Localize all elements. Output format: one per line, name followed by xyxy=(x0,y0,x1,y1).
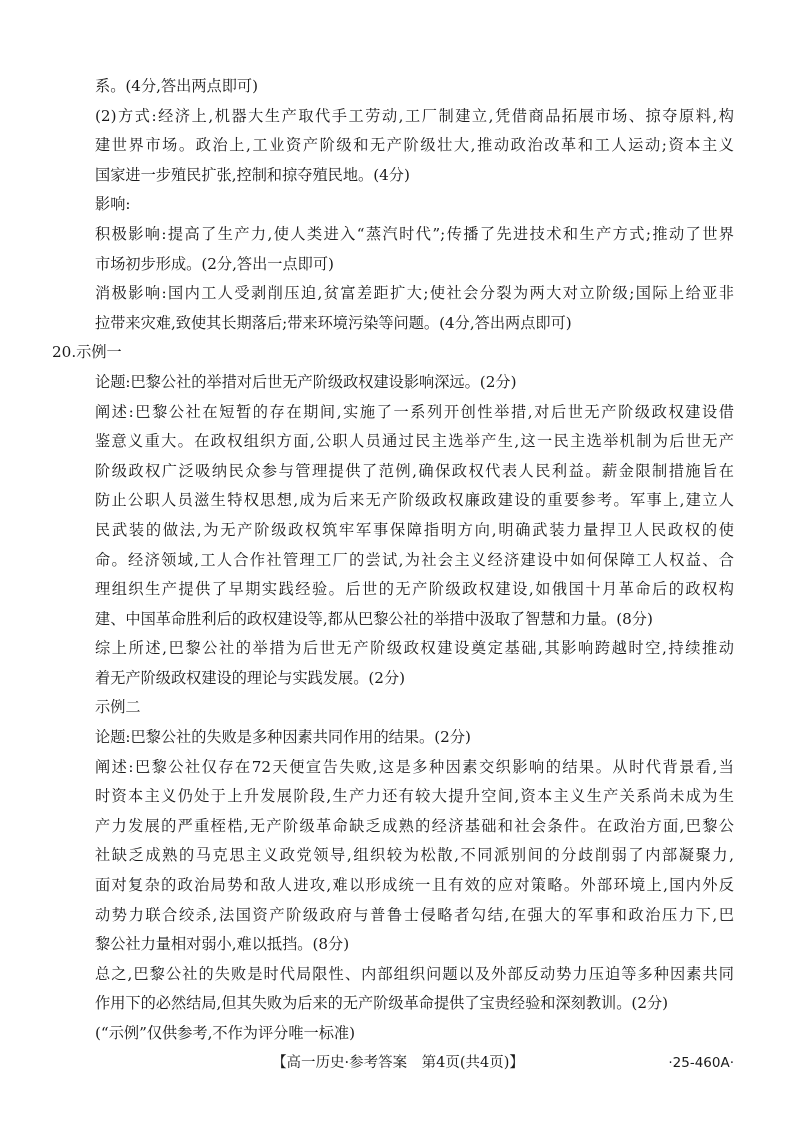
question-number-line: 20.示例一 xyxy=(52,343,122,362)
text-line: 动势力联合绞杀,法国资产阶级政府与普鲁士侵略者勾结,在强大的军事和政治压力下,巴 xyxy=(95,905,734,924)
text-line: 总之,巴黎公社的失败是时代局限性、内部组织问题以及外部反动势力压迫等多种因素共同 xyxy=(95,964,734,983)
text-line: 影响: xyxy=(95,195,131,214)
text-line: 阐述:巴黎公社仅存在72天便宣告失败,这是多种因素交织影响的结果。从时代背景看,当 xyxy=(95,757,734,776)
text-line: 面对复杂的政治局势和敌人进攻,难以形成统一且有效的应对策略。外部环境上,国内外反 xyxy=(95,876,734,895)
example-heading: 示例二 xyxy=(95,698,141,717)
text-line: 论题:巴黎公社的举措对后世无产阶级政权建设影响深远。(2分) xyxy=(95,372,517,391)
page-footer xyxy=(0,1052,800,1074)
text-line: 阐述:巴黎公社在短暂的存在期间,实施了一系列开创性举措,对后世无产阶级政权建设借 xyxy=(95,402,734,421)
text-line: 建世界市场。政治上,工业资产阶级和无产阶级壮大,推动政治改革和工人运动;资本主义 xyxy=(95,136,734,155)
text-line: 民武装的做法,为无产阶级政权筑牢军事保障指明方向,明确武装力量捍卫人民政权的使 xyxy=(95,520,734,539)
text-line: 拉带来灾难,致使其长期落后;带来环境污染等问题。(4分,答出两点即可) xyxy=(95,313,572,332)
footer-code: ·25-460A· xyxy=(668,1055,734,1071)
text-line: 社缺乏成熟的马克思主义政党领导,组织较为松散,不同派别间的分歧削弱了内部凝聚力, xyxy=(95,846,734,865)
text-line: 防止公职人员滋生特权思想,成为后来无产阶级政权廉政建设的重要参考。军事上,建立人 xyxy=(95,491,734,510)
text-line: 着无产阶级政权建设的理论与实践发展。(2分) xyxy=(95,668,406,687)
note-line: (“示例”仅供参考,不作为评分唯一标准) xyxy=(95,1024,356,1042)
text-line: 市场初步形成。(2分,答出一点即可) xyxy=(95,254,334,273)
text-line: 时资本主义仍处于上升发展阶段,生产力还有较大提升空间,资本主义生产关系尚未成为生 xyxy=(95,787,734,806)
text-line: 综上所述,巴黎公社的举措为后世无产阶级政权建设奠定基础,其影响跨越时空,持续推动 xyxy=(95,639,734,658)
text-line: 论题:巴黎公社的失败是多种因素共同作用的结果。(2分) xyxy=(95,728,471,747)
footer-page-info: 【高一历史·参考答案 第4页(共4页)】 xyxy=(272,1055,524,1071)
answer-content xyxy=(52,72,734,1049)
text-line: (2)方式:经济上,机器大生产取代手工劳动,工厂制建立,凭借商品拓展市场、掠夺原料,构 xyxy=(95,106,734,125)
text-line: 国家进一步殖民扩张,控制和掠夺殖民地。(4分) xyxy=(95,165,410,184)
text-line: 理组织生产提供了早期实践经验。后世的无产阶级政权建设,如俄国十月革命后的政权构 xyxy=(95,580,734,599)
text-line: 阶级政权广泛吸纳民众参与管理提供了范例,确保政权代表人民利益。薪金限制措施旨在 xyxy=(95,461,734,480)
text-line: 命。经济领域,工人合作社管理工厂的尝试,为社会主义经济建设中如何保障工人权益、合 xyxy=(95,550,734,569)
text-line: 消极影响:国内工人受剥削压迫,贫富差距扩大;使社会分裂为两大对立阶级;国际上给亚非 xyxy=(95,284,734,303)
text-line: 黎公社力量相对弱小,难以抵挡。(8分) xyxy=(95,935,350,954)
text-line: 产力发展的严重桎梏,无产阶级革命缺乏成熟的经济基础和社会条件。在政治方面,巴黎公 xyxy=(95,816,734,835)
text-line: 建、中国革命胜利后的政权建设等,都从巴黎公社的举措中汲取了智慧和力量。(8分) xyxy=(95,609,653,628)
text-line: 系。(4分,答出两点即可) xyxy=(95,77,259,95)
text-line: 作用下的必然结局,但其失败为后来的无产阶级革命提供了宝贵经验和深刻教训。(2分) xyxy=(95,994,669,1013)
text-line: 积极影响:提高了生产力,使人类进入“蒸汽时代”;传播了先进技术和生产方式;推动了世界 xyxy=(95,224,734,243)
text-line: 鉴意义重大。在政权组织方面,公职人员通过民主选举产生,这一民主选举机制为后世无产 xyxy=(95,432,734,451)
